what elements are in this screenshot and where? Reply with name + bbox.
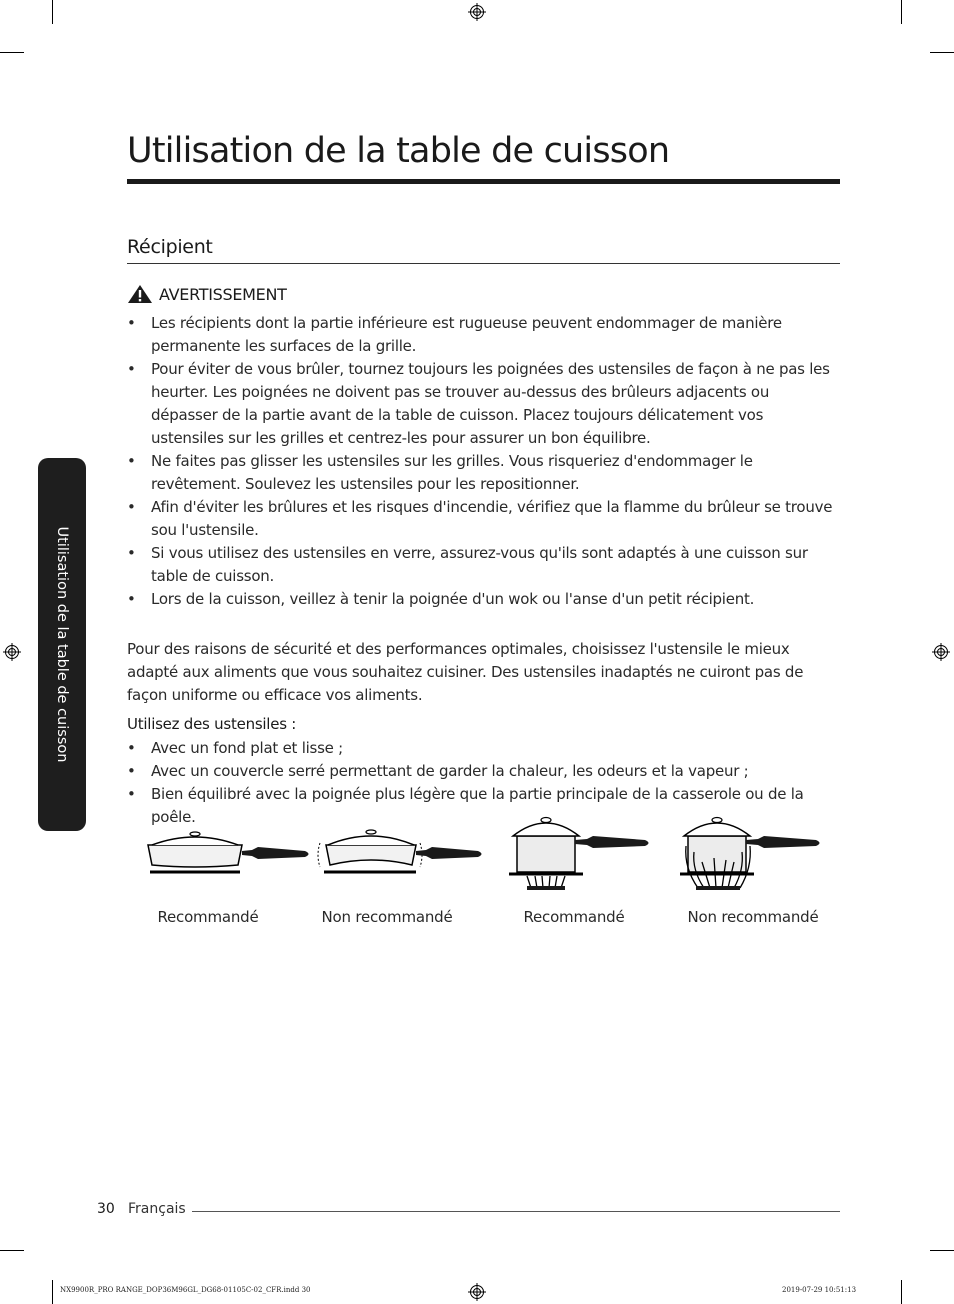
pot-centered-flame-icon <box>505 812 655 892</box>
chapter-tab-text <box>38 458 86 831</box>
warning-list <box>127 312 837 611</box>
registration-mark-icon <box>932 643 950 661</box>
section-rule <box>127 263 840 264</box>
list-item: • Les récipients dont la partie inférieure est rugueuse peuvent endommager de manière permanente les surfaces de la grille. <box>127 312 837 358</box>
crop-mark <box>901 0 902 24</box>
registration-mark-icon <box>468 1283 486 1301</box>
page-title: Utilisation de la table de cuisson <box>127 131 670 171</box>
figure-caption: Non recommandé <box>687 908 819 926</box>
list-item: • Avec un fond plat et lisse ; <box>127 737 837 760</box>
pot-flame-overflow-icon <box>676 812 826 892</box>
crop-mark <box>52 0 53 24</box>
figure-caption: Recommandé <box>157 908 259 926</box>
footer-language: Français <box>128 1201 186 1217</box>
title-rule <box>127 179 840 184</box>
crop-mark <box>52 1280 53 1304</box>
crop-mark <box>0 1250 24 1251</box>
crop-mark <box>0 52 24 53</box>
registration-mark-icon <box>468 3 486 21</box>
registration-mark-icon <box>3 643 21 661</box>
print-slug-file: NX9900R_PRO RANGE_DOP36M96GL_DG68-01105C-02_CFR.indd 30 <box>60 1286 311 1294</box>
warning-label: AVERTISSEMENT <box>159 284 287 304</box>
flat-pan-icon <box>140 825 315 880</box>
intro-paragraph: Pour des raisons de sécurité et des performances optimales, choisissez l'ustensile le mieux adapté aux aliments que vous souhaitez cuisiner. Des ustensiles inadaptés ne cuiront pas de façon uniforme ou efficace vos aliments. <box>127 640 804 704</box>
crop-mark <box>901 1280 902 1304</box>
section-heading: Récipient <box>127 236 213 258</box>
print-slug-date: 2019-07-29 10:51:13 <box>782 1286 857 1294</box>
crop-mark <box>930 1250 954 1251</box>
figure-caption: Non recommandé <box>321 908 453 926</box>
usage-lead: Utilisez des ustensiles : <box>127 715 297 733</box>
warning-triangle-icon <box>127 284 153 304</box>
chapter-tab-label: Utilisation de la table de cuisson <box>54 526 70 763</box>
page-number: 30 <box>97 1201 115 1217</box>
list-item: • Lors de la cuisson, veillez à tenir la poignée d'un wok ou l'anse d'un petit récipient. <box>127 588 837 611</box>
list-item: • Ne faites pas glisser les ustensiles sur les grilles. Vous risqueriez d'endommager le revêtement. Soulevez les ustensiles pour les repositionner. <box>127 450 837 496</box>
footer-rule <box>192 1211 840 1212</box>
crop-mark <box>930 52 954 53</box>
list-item: • Pour éviter de vous brûler, tournez toujours les poignées des ustensiles de façon à ne pas les heurter. Les poignées ne doivent pas se trouver au-dessus des brûleurs adjacents ou dépasser de la partie avant de la table de cuisson. Placez toujours délicatement vos ustensiles sur les grilles et centrez-les pour assurer un bon équilibre. <box>127 358 837 450</box>
list-item: • Bien équilibré avec la poignée plus légère que la partie principale de la casserole ou de la poêle. <box>127 783 837 829</box>
warped-pan-icon <box>316 825 491 880</box>
figure-caption: Recommandé <box>523 908 625 926</box>
list-item: • Avec un couvercle serré permettant de garder la chaleur, les odeurs et la vapeur ; <box>127 760 837 783</box>
warning-header <box>127 283 287 305</box>
list-item: • Afin d'éviter les brûlures et les risques d'incendie, vérifiez que la flamme du brûleur se trouve sou l'ustensile. <box>127 496 837 542</box>
list-item: • Si vous utilisez des ustensiles en verre, assurez-vous qu'ils sont adaptés à une cuisson sur table de cuisson. <box>127 542 837 588</box>
